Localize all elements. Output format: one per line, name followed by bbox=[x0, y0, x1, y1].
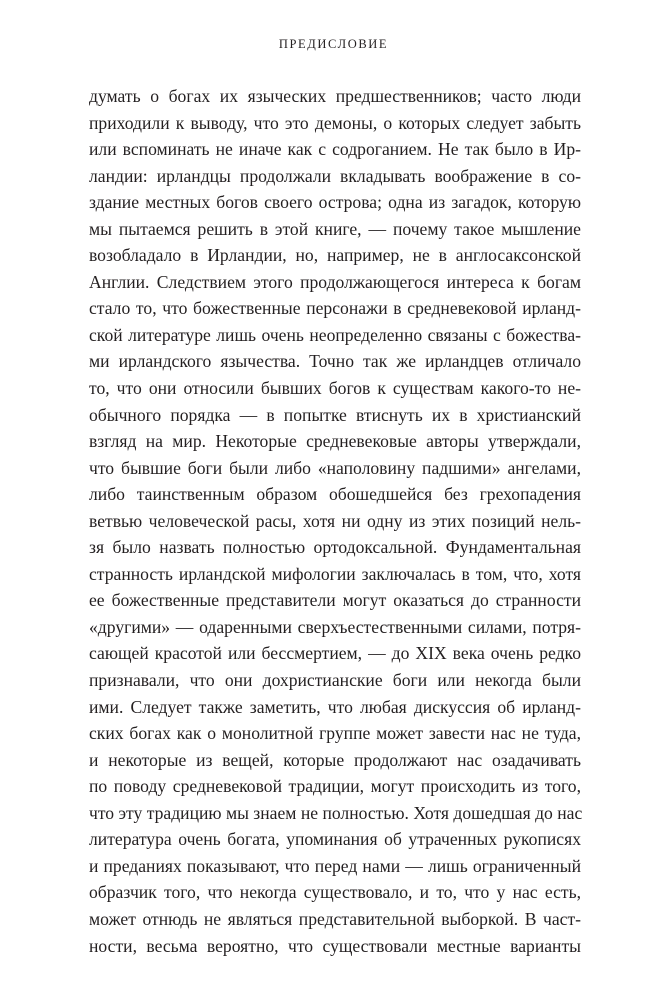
text-line: сающей красотой или бессмертием, — до XIX века очень редко bbox=[89, 643, 581, 664]
text-line: и некоторые из вещей, которые продолжают нас озадачивать bbox=[89, 749, 581, 770]
text-line: ими. Следует также заметить, что любая дискуссия об ирланд- bbox=[89, 696, 581, 717]
body-text bbox=[89, 83, 581, 959]
text-line: то, что они относили бывших богов к существам какого-то не- bbox=[89, 378, 581, 399]
text-line: здание местных богов своего острова; одна из загадок, которую bbox=[89, 192, 581, 213]
text-line: может отнюдь не являться представительной выборкой. В част- bbox=[89, 908, 581, 929]
text-line: «другими» — одаренными сверхъестественными силами, потря- bbox=[89, 616, 581, 637]
text-line: странность ирландской мифологии заключалась в том, что, хотя bbox=[89, 563, 581, 584]
text-line: и преданиях показывают, что перед нами — лишь ограниченный bbox=[89, 855, 581, 876]
text-line: ветвью человеческой расы, хотя ни одну из этих позиций нель- bbox=[89, 510, 581, 531]
text-line: ми ирландского язычества. Точно так же ирландцев отличало bbox=[89, 351, 581, 372]
text-line: образчик того, что некогда существовало, и то, что у нас есть, bbox=[89, 882, 581, 903]
text-line: что бывшие боги были либо «наполовину падшими» ангелами, bbox=[89, 457, 581, 478]
text-line: приходили к выводу, что это демоны, о которых следует забыть bbox=[89, 112, 581, 133]
text-line: литература очень богата, упоминания об утраченных рукописях bbox=[89, 829, 581, 850]
text-line: обычного порядка — в попытке втиснуть их в христианский bbox=[89, 404, 581, 425]
text-line: признавали, что они дохристианские боги или некогда были bbox=[89, 670, 581, 691]
text-line: мы пытаемся решить в этой книге, — почему такое мышление bbox=[89, 218, 581, 239]
text-line: ской литературе лишь очень неопределенно связаны с божества- bbox=[89, 324, 581, 345]
text-line: либо таинственным образом обошедшейся без грехопадения bbox=[89, 484, 581, 505]
text-line: возобладало в Ирландии, но, например, не в англосаксонской bbox=[89, 245, 581, 266]
text-line: зя было назвать полностью ортодоксальной. Фундаментальная bbox=[89, 537, 581, 558]
text-line: взгляд на мир. Некоторые средневековые авторы утверждали, bbox=[89, 431, 581, 452]
text-line: стало то, что божественные персонажи в средневековой ирланд- bbox=[89, 298, 581, 319]
text-line: ландии: ирландцы продолжали вкладывать воображение в со- bbox=[89, 165, 581, 186]
text-line: что эту традицию мы знаем не полностью. Хотя дошедшая до нас bbox=[89, 802, 583, 823]
text-line: Англии. Следствием этого продолжающегося интереса к богам bbox=[89, 271, 581, 292]
text-line: или вспоминать не иначе как с содроганием. Не так было в Ир- bbox=[89, 139, 581, 160]
text-line: думать о богах их языческих предшественников; часто люди bbox=[89, 86, 581, 106]
text-line: ских богах как о монолитной группе может завести нас не туда, bbox=[89, 723, 581, 744]
text-line: ности, весьма вероятно, что существовали местные варианты bbox=[89, 935, 581, 956]
running-head: ПРЕДИСЛОВИЕ bbox=[278, 37, 389, 51]
text-line: по поводу средневековой традиции, могут происходить из того, bbox=[89, 776, 581, 797]
text-line: ее божественные представители могут оказаться до странности bbox=[89, 590, 581, 611]
